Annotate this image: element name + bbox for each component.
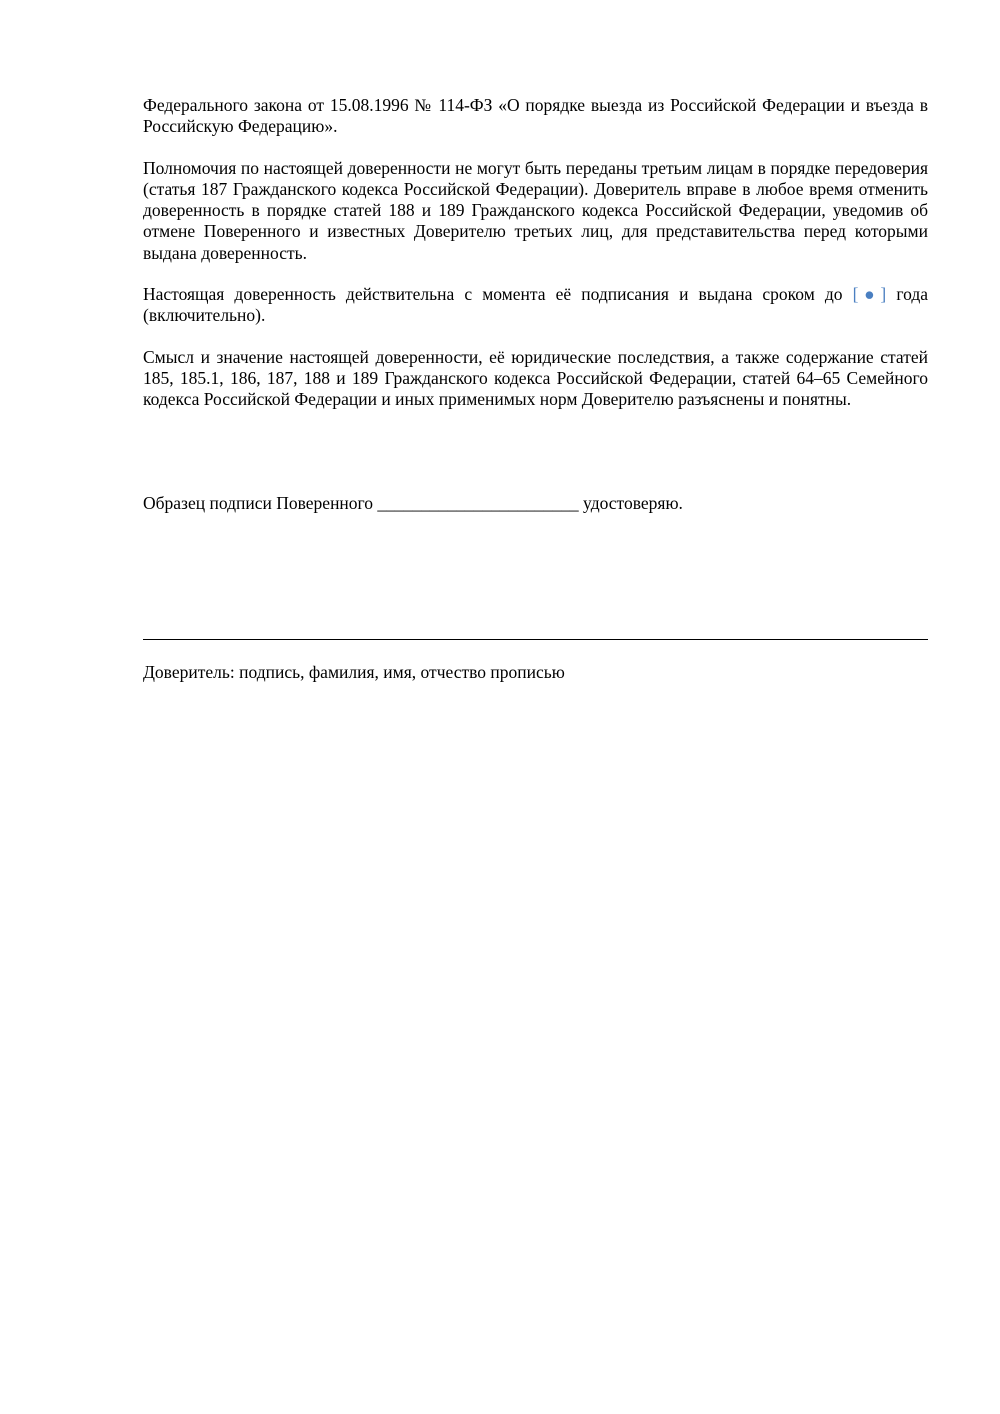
signature-sample-suffix: удостоверяю.	[578, 493, 683, 513]
signature-sample-prefix: Образец подписи Поверенного	[143, 493, 378, 513]
paragraph-validity-term	[143, 284, 928, 327]
attorney-signature-sample	[143, 493, 928, 514]
paragraph-legal-consequences: Смысл и значение настоящей доверенности, её юридические последствия, а также содержание статей 185, 185.1, 186, 187, 188 и 189 Гражданского кодекса Российской Федерации, статей 64–65 Семейного кодекса Российской Федерации и иных применимых норм Доверителю разъяснены и понятны.	[143, 346, 928, 410]
paragraph-law-reference: Федерального закона от 15.08.1996 № 114-ФЗ «О порядке выезда из Российской Федерации и въезда в Российскую Федерацию».	[143, 95, 928, 137]
validity-term-text-start: Настоящая доверенность действительна с момента её подписания и выдана сроком до	[143, 284, 853, 305]
validity-term-text-end: года (включительно).	[143, 284, 928, 326]
document-body	[143, 95, 928, 431]
paragraph-delegation-revocation: Полномочия по настоящей доверенности не могут быть переданы третьим лицам в порядке передоверия (статья 187 Гражданского кодекса Российской Федерации). Доверитель вправе в любое время отменить доверенность в порядке статей 188 и 189 Гражданского кодекса Российской Федерации, уведомив об отмене Поверенного и известных Доверителю третьих лиц, для представительства перед которыми выдана доверенность.	[143, 157, 928, 263]
principal-signature-caption: Доверитель: подпись, фамилия, имя, отчество прописью	[143, 662, 565, 682]
validity-date-placeholder: [●]	[852, 284, 887, 305]
principal-signature-line	[143, 639, 928, 640]
signature-sample-blank: _______________________	[377, 493, 579, 513]
